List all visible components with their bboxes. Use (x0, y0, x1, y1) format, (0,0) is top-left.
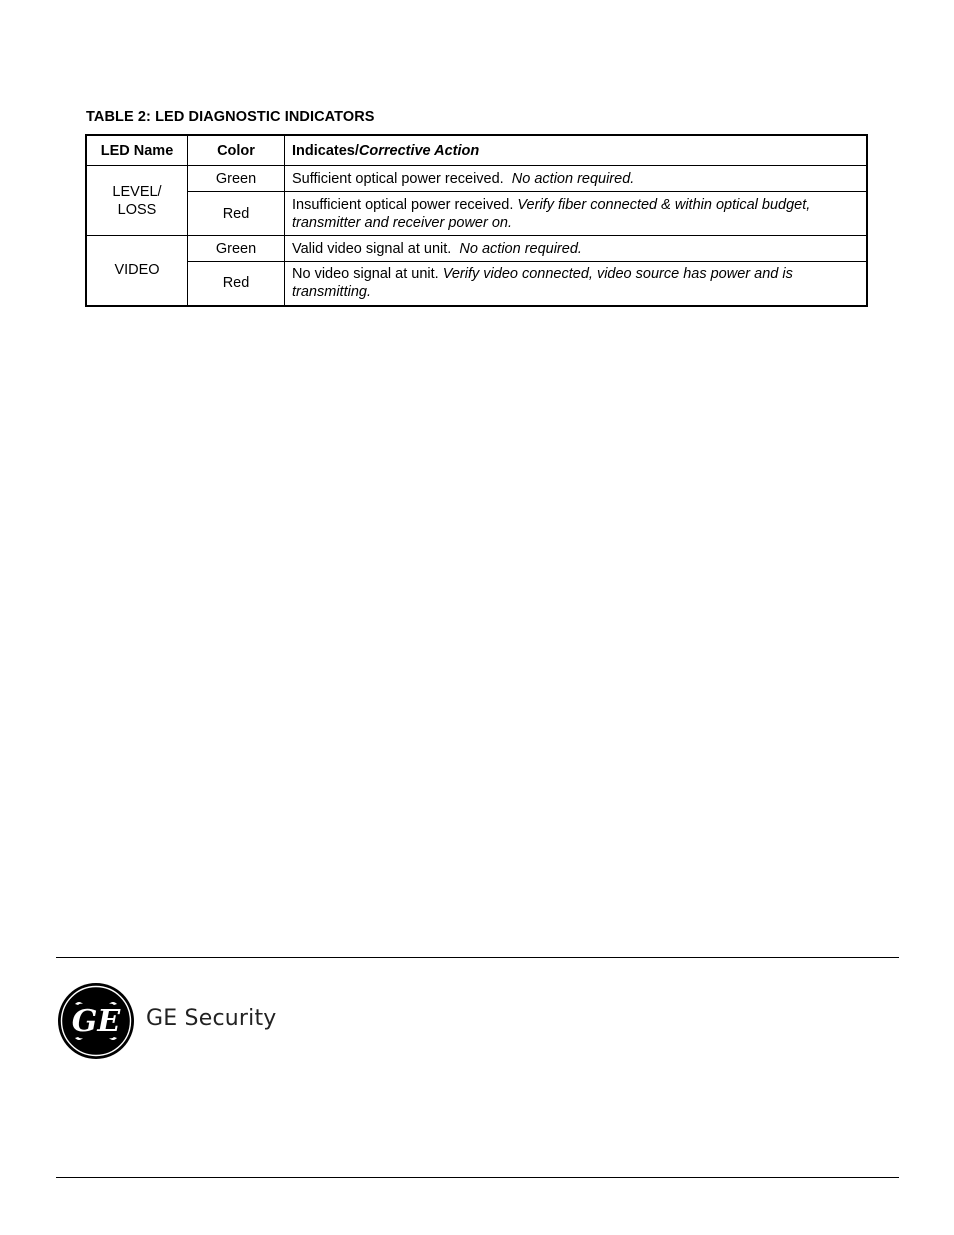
action-italic: No action required. (511, 170, 635, 187)
brand-name: GE Security (146, 1006, 277, 1031)
led-diagnostic-table (85, 134, 868, 307)
footer-top-divider (56, 957, 899, 958)
header-indicates-italic: Corrective Action (358, 142, 480, 159)
footer-bottom-divider (56, 1177, 899, 1178)
led-name-cell (86, 236, 188, 306)
ge-monogram-logo (57, 982, 135, 1060)
table-row (86, 166, 867, 192)
led-name-line: VIDEO (114, 262, 160, 279)
color-cell: Red (188, 262, 285, 306)
color-cell: Green (188, 166, 285, 192)
table-row (86, 262, 867, 306)
action-cell (285, 166, 868, 192)
header-color-label: Color (217, 142, 255, 159)
led-name-line: LOSS (117, 201, 157, 218)
table-title: TABLE 2: LED DIAGNOSTIC INDICATORS (86, 109, 375, 125)
action-italic: Verify video connected, video source has power and is transmitting. (292, 266, 793, 301)
color-cell: Green (188, 236, 285, 262)
header-led-name: LED Name (86, 135, 188, 166)
logo-lettering: GE (71, 1004, 121, 1039)
led-name-line: LEVEL/ (112, 183, 162, 200)
action-plain: Valid video signal at unit. (292, 240, 452, 257)
color-cell: Red (188, 192, 285, 236)
header-indicates-plain: Indicates/ (292, 142, 359, 159)
header-indicates (285, 135, 868, 166)
action-italic: Verify fiber connected & within optical budget, transmitter and receiver power on. (292, 196, 811, 231)
action-plain: No video signal at unit. (292, 266, 439, 283)
action-plain: Insufficient optical power received. (292, 196, 514, 213)
action-cell (285, 236, 868, 262)
table-header-row (86, 135, 867, 166)
led-name-cell (86, 166, 188, 236)
header-color (188, 135, 285, 166)
action-cell (285, 262, 868, 306)
table-row (86, 236, 867, 262)
table-row (86, 192, 867, 236)
action-cell (285, 192, 868, 236)
action-italic: No action required. (459, 240, 582, 257)
action-plain: Sufficient optical power received. (292, 170, 504, 187)
